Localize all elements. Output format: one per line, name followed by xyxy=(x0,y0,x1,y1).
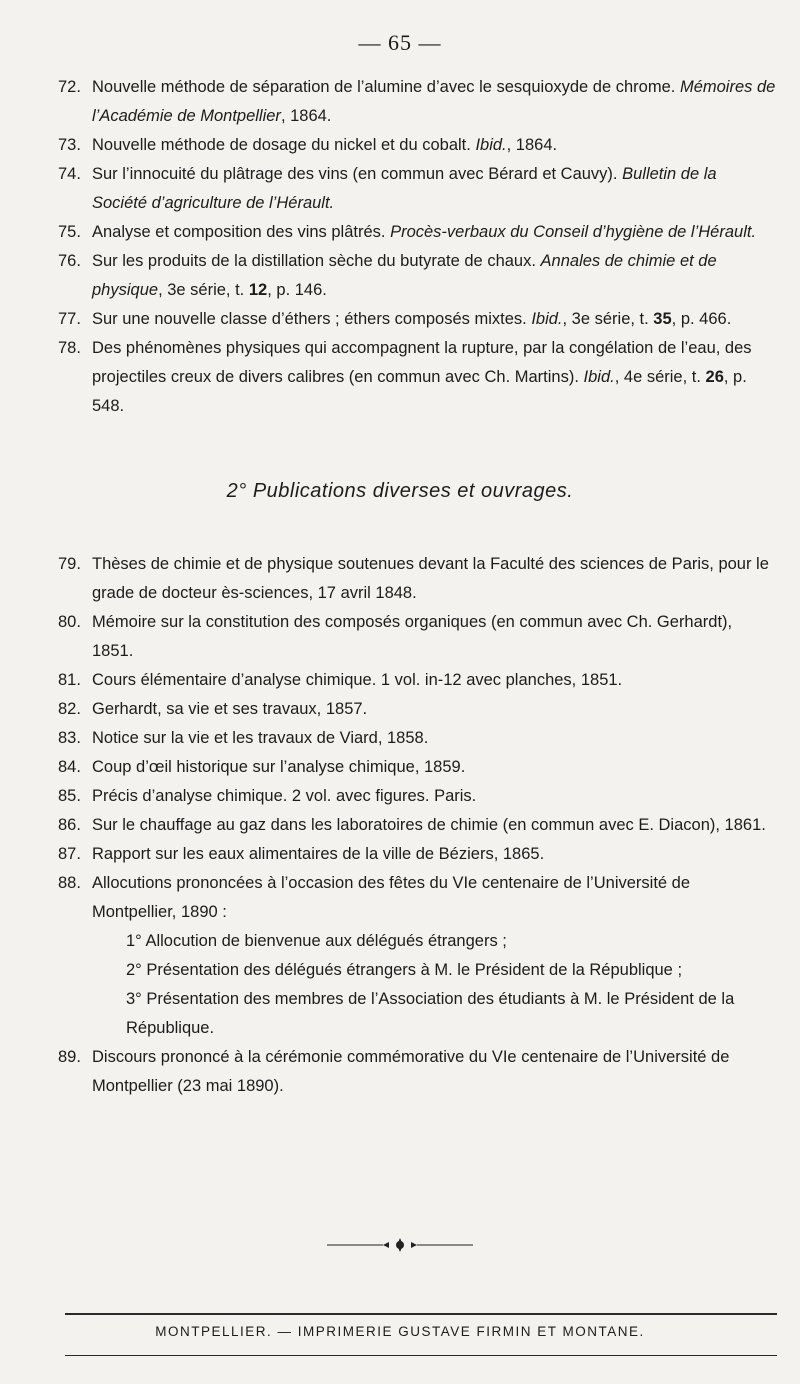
entry-number: 84. xyxy=(58,758,81,776)
entry-page: , p. 146. xyxy=(267,281,327,299)
list-item xyxy=(58,811,776,840)
printer-imprint: MONTPELLIER. — IMPRIMERIE GUSTAVE FIRMIN ET MONTANE. xyxy=(155,1324,645,1339)
entry-title: Coup d’œil historique sur l’analyse chimique, 1859. xyxy=(92,758,466,776)
entry-details: , 3e série, t. xyxy=(158,281,249,299)
entry-number: 80. xyxy=(58,613,81,631)
entry-number: 75. xyxy=(58,223,81,241)
entry-details: , 4e série, t. xyxy=(614,368,706,386)
sub-item: 2° Présentation des délégués étrangers à M. le Président de la République ; xyxy=(126,961,683,979)
entry-source: Ibid. xyxy=(475,136,507,154)
entry-title: Gerhardt, sa vie et ses travaux, 1857. xyxy=(92,700,368,718)
entry-title: Des phénomènes physiques qui accompagnent la rupture, par la congélation de l’eau, des projectiles creux de divers calibres (en commun avec Ch. Martins). xyxy=(92,339,752,386)
entry-title: Nouvelle méthode de dosage du nickel et du cobalt. xyxy=(92,136,471,154)
entry-title: Discours prononcé à la cérémonie commémorative du VIe centenaire de l’Université de Montpellier (23 mai 1890). xyxy=(92,1048,730,1095)
entry-details: , 3e série, t. xyxy=(562,310,654,328)
entry-number: 88. xyxy=(58,874,81,892)
entry-volume: 12 xyxy=(248,281,268,299)
entry-source: Mémoires de l’Académie de Montpellier xyxy=(92,78,776,125)
entry-source: Procès-verbaux du Conseil d’hygiène de l’Hérault. xyxy=(390,223,757,241)
publication-list-part2 xyxy=(58,550,776,1101)
entry-number: 79. xyxy=(58,555,81,573)
entry-number: 74. xyxy=(58,165,81,183)
entry-volume: 26 xyxy=(705,368,724,386)
entry-details: , 1864. xyxy=(280,107,332,125)
ornament-divider xyxy=(0,1236,800,1258)
entry-source: Annales de chimie et de physique xyxy=(92,252,717,299)
list-item xyxy=(58,247,776,305)
publication-list-part1 xyxy=(58,73,776,421)
entry-title: Précis d’analyse chimique. 2 vol. avec figures. Paris. xyxy=(92,787,477,805)
entry-page: , p. 548. xyxy=(92,368,747,415)
list-item xyxy=(58,218,776,247)
sub-item: 1° Allocution de bienvenue aux délégués étrangers ; xyxy=(126,932,507,950)
entry-title: Thèses de chimie et de physique soutenues devant la Faculté des sciences de Paris, pour le grade de docteur ès-sciences, 17 avril 1848. xyxy=(92,555,769,602)
footer-rule-bottom xyxy=(65,1355,777,1356)
entry-number: 86. xyxy=(58,816,81,834)
entry-title: Analyse et composition des vins plâtrés. xyxy=(92,223,386,241)
list-item xyxy=(58,666,776,695)
list-item xyxy=(58,695,776,724)
entry-details: , 1864. xyxy=(506,136,558,154)
list-item xyxy=(58,869,776,1043)
list-item xyxy=(58,782,776,811)
entry-number: 76. xyxy=(58,252,81,270)
entry-title: Rapport sur les eaux alimentaires de la ville de Béziers, 1865. xyxy=(92,845,545,863)
page-number: — 65 — xyxy=(358,30,442,55)
entry-title: Sur les produits de la distillation sèche du butyrate de chaux. xyxy=(92,252,536,270)
entry-title: Sur une nouvelle classe d’éthers ; éthers composés mixtes. xyxy=(92,310,527,328)
entry-title: Allocutions prononcées à l’occasion des fêtes du VIe centenaire de l’Université de Montpellier, 1890 : xyxy=(92,874,691,921)
footer-rule-top xyxy=(65,1313,777,1315)
entry-source: Bulletin de la Société d’agriculture de l’Hérault. xyxy=(92,165,717,212)
section-heading: 2° Publications diverses et ouvrages. xyxy=(226,480,574,502)
entry-number: 87. xyxy=(58,845,81,863)
list-item xyxy=(58,131,776,160)
list-item xyxy=(58,334,776,421)
list-item xyxy=(58,840,776,869)
entry-number: 72. xyxy=(58,78,81,96)
entry-source: Ibid. xyxy=(583,368,615,386)
entry-title: Nouvelle méthode de séparation de l’alumine d’avec le sesquioxyde de chrome. xyxy=(92,78,676,96)
list-item xyxy=(58,73,776,131)
entry-title: Sur l’innocuité du plâtrage des vins (en commun avec Bérard et Cauvy). xyxy=(92,165,618,183)
entry-number: 77. xyxy=(58,310,81,328)
entry-volume: 35 xyxy=(653,310,672,328)
entry-number: 83. xyxy=(58,729,81,747)
ornament-icon xyxy=(325,1236,475,1254)
entry-number: 85. xyxy=(58,787,81,805)
entry-number: 89. xyxy=(58,1048,81,1066)
list-item xyxy=(58,724,776,753)
entry-number: 82. xyxy=(58,700,81,718)
entry-number: 78. xyxy=(58,339,81,357)
entry-title: Cours élémentaire d’analyse chimique. 1 vol. in-12 avec planches, 1851. xyxy=(92,671,623,689)
list-item xyxy=(58,160,776,218)
list-item xyxy=(58,753,776,782)
entry-number: 73. xyxy=(58,136,81,154)
sub-item: 3° Présentation des membres de l’Association des étudiants à M. le Président de la République. xyxy=(126,990,735,1037)
entry-title: Notice sur la vie et les travaux de Viard, 1858. xyxy=(92,729,429,747)
entry-source: Ibid. xyxy=(531,310,563,328)
list-item xyxy=(58,608,776,666)
entry-number: 81. xyxy=(58,671,81,689)
list-item xyxy=(58,305,776,334)
entry-page: , p. 466. xyxy=(671,310,732,328)
list-item xyxy=(58,1043,776,1101)
entry-title: Sur le chauffage au gaz dans les laboratoires de chimie (en commun avec E. Diacon), 1861. xyxy=(92,816,766,834)
list-item xyxy=(58,550,776,608)
entry-title: Mémoire sur la constitution des composés organiques (en commun avec Ch. Gerhardt), 1851. xyxy=(92,613,733,660)
